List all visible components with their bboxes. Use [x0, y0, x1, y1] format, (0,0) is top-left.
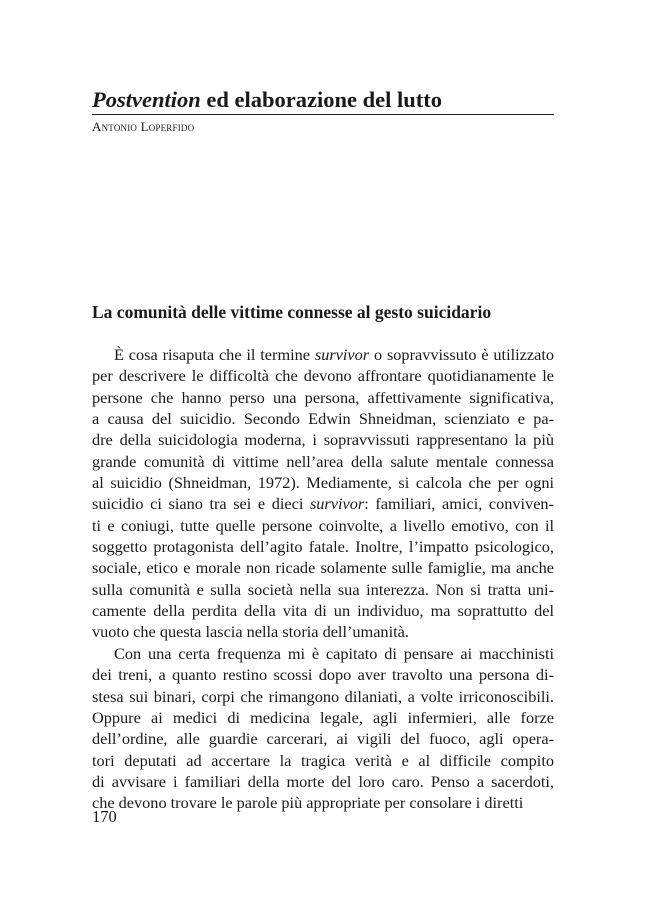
text-line	[92, 515, 554, 536]
text-line	[92, 493, 554, 514]
text-run: camente della perdita della vita di un individuo, ma soprattutto del	[92, 601, 554, 621]
text-run: tori deputati ad accertare la tragica verità e al difficile compito	[92, 750, 554, 770]
chapter-title-italic: Postvention	[92, 87, 201, 112]
text-line	[92, 621, 554, 642]
text-line	[92, 728, 554, 749]
section-title: La comunità delle vittime connesse al gesto suicidario	[92, 302, 492, 322]
text-run: sulla comunità e sulla società nella sua interezza. Non si tratta uni-	[92, 579, 554, 599]
text-run: Con una certa frequenza mi è capitato di pensare ai macchinisti	[114, 643, 554, 663]
italic-term: survivor	[309, 494, 365, 514]
text-line	[92, 429, 554, 450]
text-line	[92, 365, 554, 386]
text-run: che devono trovare le parole più appropriate per consolare i diretti	[92, 793, 524, 813]
text-line	[92, 472, 554, 493]
text-run: a causa del suicidio. Secondo Edwin Shneidman, scienziato e pa-	[92, 409, 554, 429]
text-run: dei treni, a quanto restino scossi dopo aver travolto una persona di-	[92, 665, 554, 685]
text-line	[92, 387, 554, 408]
chapter-title-rest: ed elaborazione del lutto	[200, 87, 442, 112]
text-run: soggetto protagonista dell’agito fatale. Inoltre, l’impatto psicologico,	[92, 537, 554, 557]
italic-term: survivor	[314, 345, 370, 364]
text-run: o sopravvissuto è utilizzato	[369, 345, 554, 364]
chapter-title	[92, 86, 562, 114]
text-run: per descrivere le difficoltà che devono affrontare quotidianamente le	[92, 366, 554, 386]
text-run: stesa sui binari, corpi che rimangono dilaniati, a volte irriconoscibili.	[92, 686, 554, 706]
text-line	[92, 707, 554, 728]
text-line	[92, 344, 554, 365]
text-line	[92, 771, 554, 792]
text-run: suicidio ci siano tra sei e dieci	[92, 494, 310, 514]
text-line	[92, 557, 554, 578]
text-run: al suicidio (Shneidman, 1972). Mediamente, si calcola che per ogni	[92, 473, 554, 493]
text-run: ti e coniugi, tutte quelle persone coinvolte, a livello emotivo, con il	[92, 515, 554, 535]
text-line	[92, 536, 554, 557]
text-run: Oppure ai medici di medicina legale, agli infermieri, alle forze	[92, 707, 554, 727]
text-run: : familiari, amici, conviven-	[364, 494, 554, 514]
page-number: 170	[92, 807, 117, 826]
text-line	[92, 686, 554, 707]
text-line	[92, 792, 554, 813]
author-name: Antonio Loperfido	[92, 119, 195, 134]
body-text	[92, 344, 554, 814]
text-line	[92, 579, 554, 600]
text-line	[92, 643, 554, 664]
text-run: dre della suicidologia moderna, i sopravvissuti rappresentano la più	[92, 430, 554, 450]
text-run: dell’ordine, alle guardie carcerari, ai vigili del fuoco, agli opera-	[92, 729, 554, 749]
title-rule	[92, 114, 554, 115]
text-line	[92, 408, 554, 429]
text-line	[92, 600, 554, 621]
text-line	[92, 451, 554, 472]
text-line	[92, 750, 554, 771]
text-run: di avvisare i familiari della morte del loro caro. Penso a sacerdoti,	[92, 771, 554, 791]
text-run: sociale, etico e morale non ricade solamente sulle famiglie, ma anche	[92, 558, 554, 578]
text-run: È cosa risaputa che il termine	[114, 345, 315, 364]
text-line	[92, 664, 554, 685]
text-run: persone che hanno perso una persona, affettivamente significativa,	[92, 387, 554, 407]
text-run: vuoto che questa lascia nella storia dell’umanità.	[92, 622, 409, 642]
text-run: grande comunità di vittime nell’area della salute mentale connessa	[92, 451, 554, 471]
